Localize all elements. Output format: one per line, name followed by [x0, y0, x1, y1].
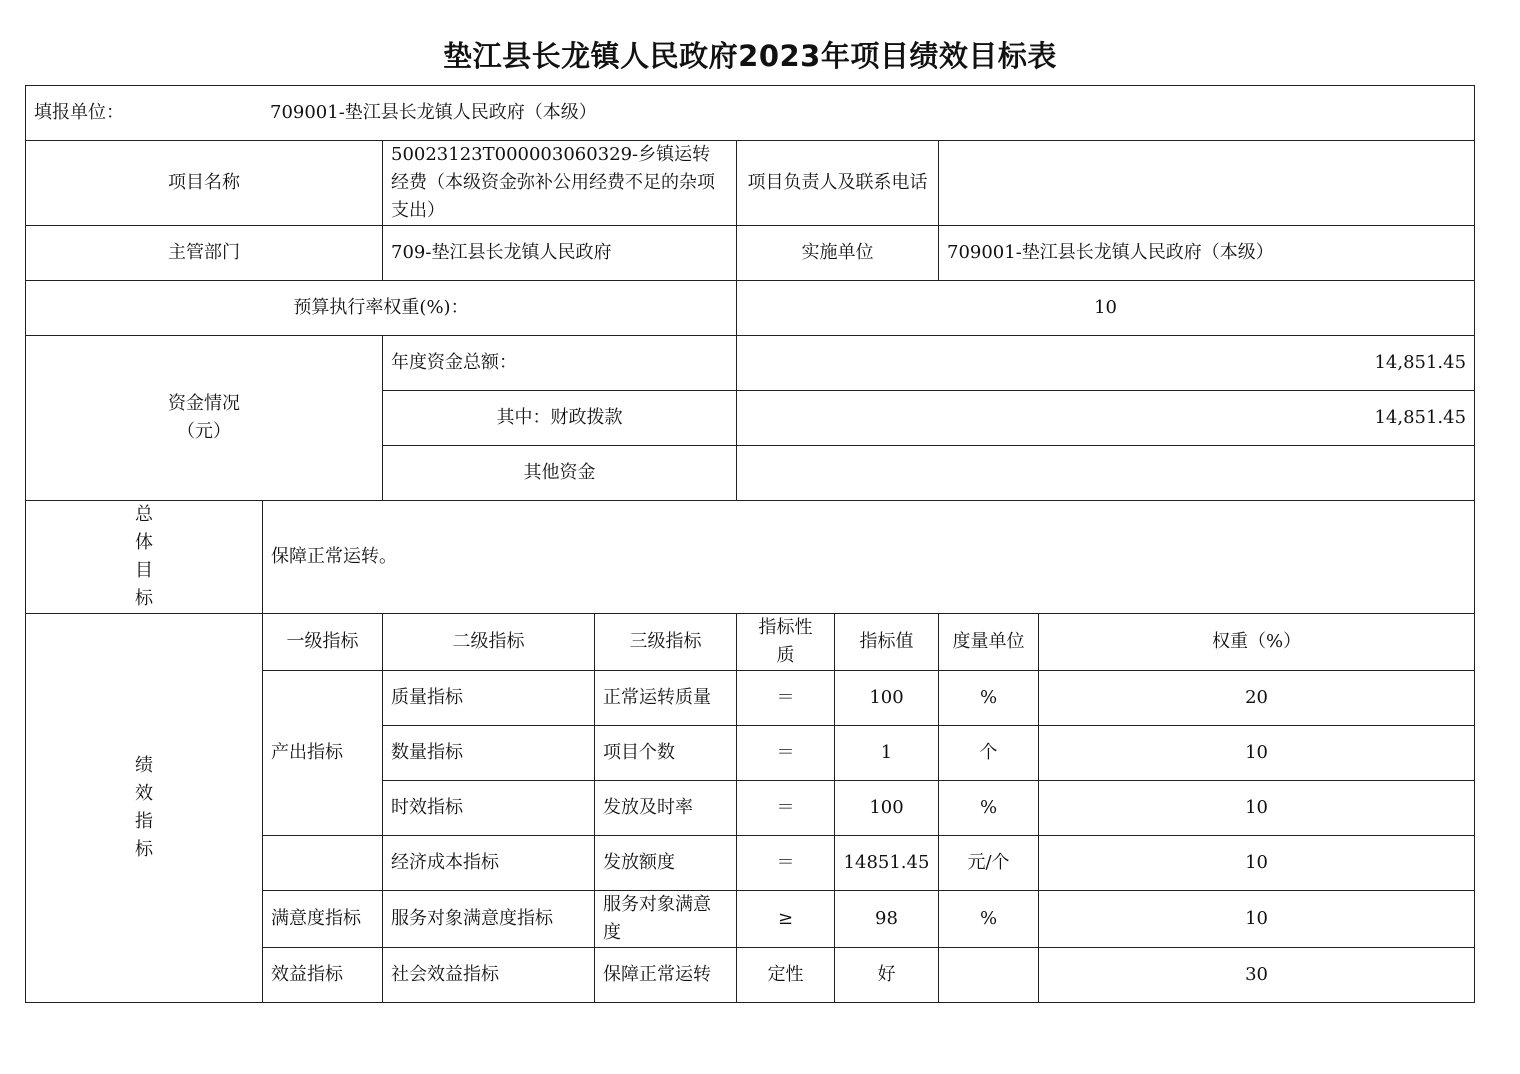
goal-value: 保障正常运转。 — [263, 501, 1475, 614]
level1-satisfaction: 满意度指标 — [263, 891, 383, 948]
row-unit: % — [939, 781, 1039, 836]
row-level3: 服务对象满意度 — [595, 891, 737, 948]
row-nature: 定性 — [737, 948, 835, 1003]
row-weight: 10 — [1039, 891, 1475, 948]
header-nature: 指标性质 — [737, 614, 835, 671]
row-nature: ＝ — [737, 836, 835, 891]
row-unit — [939, 948, 1039, 1003]
header-level3: 三级指标 — [595, 614, 737, 671]
row-level2: 服务对象满意度指标 — [383, 891, 595, 948]
row-weight: 10 — [1039, 726, 1475, 781]
row-level2: 质量指标 — [383, 671, 595, 726]
row-value: 100 — [835, 781, 939, 836]
department-value: 709-垫江县长龙镇人民政府 — [383, 226, 737, 281]
funds-fiscal-value: 14,851.45 — [737, 391, 1475, 446]
header-level2: 二级指标 — [383, 614, 595, 671]
performance-table — [25, 85, 1475, 1003]
funds-total-label: 年度资金总额： — [383, 336, 737, 391]
reporting-unit-label: 填报单位： — [34, 102, 124, 123]
row-value: 100 — [835, 671, 939, 726]
row-nature: ＝ — [737, 671, 835, 726]
row-level2: 经济成本指标 — [383, 836, 595, 891]
header-unit: 度量单位 — [939, 614, 1039, 671]
reporting-unit-value: 709001-垫江县长龙镇人民政府（本级） — [270, 102, 597, 123]
project-contact-label: 项目负责人及联系电话 — [737, 141, 939, 226]
project-name-label: 项目名称 — [26, 141, 383, 226]
impl-unit-label: 实施单位 — [737, 226, 939, 281]
funds-total-value: 14,851.45 — [737, 336, 1475, 391]
row-level3: 保障正常运转 — [595, 948, 737, 1003]
funds-label-text: 资金情况（元） — [168, 393, 240, 442]
header-weight: 权重（%） — [1039, 614, 1475, 671]
budget-rate-label: 预算执行率权重(%)： — [26, 281, 737, 336]
row-unit: 元/个 — [939, 836, 1039, 891]
row-level2: 时效指标 — [383, 781, 595, 836]
row-nature: ＝ — [737, 726, 835, 781]
row-value: 好 — [835, 948, 939, 1003]
row-unit: % — [939, 671, 1039, 726]
level1-blank — [263, 836, 383, 891]
row-level3: 发放额度 — [595, 836, 737, 891]
header-value: 指标值 — [835, 614, 939, 671]
row-value: 14851.45 — [835, 836, 939, 891]
row-value: 98 — [835, 891, 939, 948]
goal-label — [26, 501, 263, 614]
indicators-label — [26, 614, 263, 1003]
funds-label — [26, 336, 383, 501]
indicators-label-text: 绩效指标 — [135, 755, 153, 860]
row-nature: ≥ — [737, 891, 835, 948]
budget-rate-value: 10 — [737, 281, 1475, 336]
project-name-value: 50023123T000003060329-乡镇运转经费（本级资金弥补公用经费不足的杂项支出） — [383, 141, 737, 226]
row-unit: 个 — [939, 726, 1039, 781]
row-level2: 社会效益指标 — [383, 948, 595, 1003]
row-value: 1 — [835, 726, 939, 781]
header-level1: 一级指标 — [263, 614, 383, 671]
level1-output: 产出指标 — [263, 671, 383, 836]
reporting-unit-row — [26, 86, 1475, 141]
row-level2: 数量指标 — [383, 726, 595, 781]
row-level3: 发放及时率 — [595, 781, 737, 836]
row-weight: 20 — [1039, 671, 1475, 726]
row-unit: % — [939, 891, 1039, 948]
row-weight: 30 — [1039, 948, 1475, 1003]
row-weight: 10 — [1039, 781, 1475, 836]
row-level3: 正常运转质量 — [595, 671, 737, 726]
project-contact-value — [939, 141, 1475, 226]
row-nature: ＝ — [737, 781, 835, 836]
level1-benefit: 效益指标 — [263, 948, 383, 1003]
funds-other-label: 其他资金 — [383, 446, 737, 501]
row-weight: 10 — [1039, 836, 1475, 891]
funds-fiscal-label: 其中：财政拨款 — [383, 391, 737, 446]
goal-label-text: 总体目标 — [135, 504, 153, 609]
row-level3: 项目个数 — [595, 726, 737, 781]
department-label: 主管部门 — [26, 226, 383, 281]
page-title: 垫江县长龙镇人民政府2023年项目绩效目标表 — [443, 39, 1057, 73]
funds-other-value — [737, 446, 1475, 501]
impl-unit-value: 709001-垫江县长龙镇人民政府（本级） — [939, 226, 1475, 281]
